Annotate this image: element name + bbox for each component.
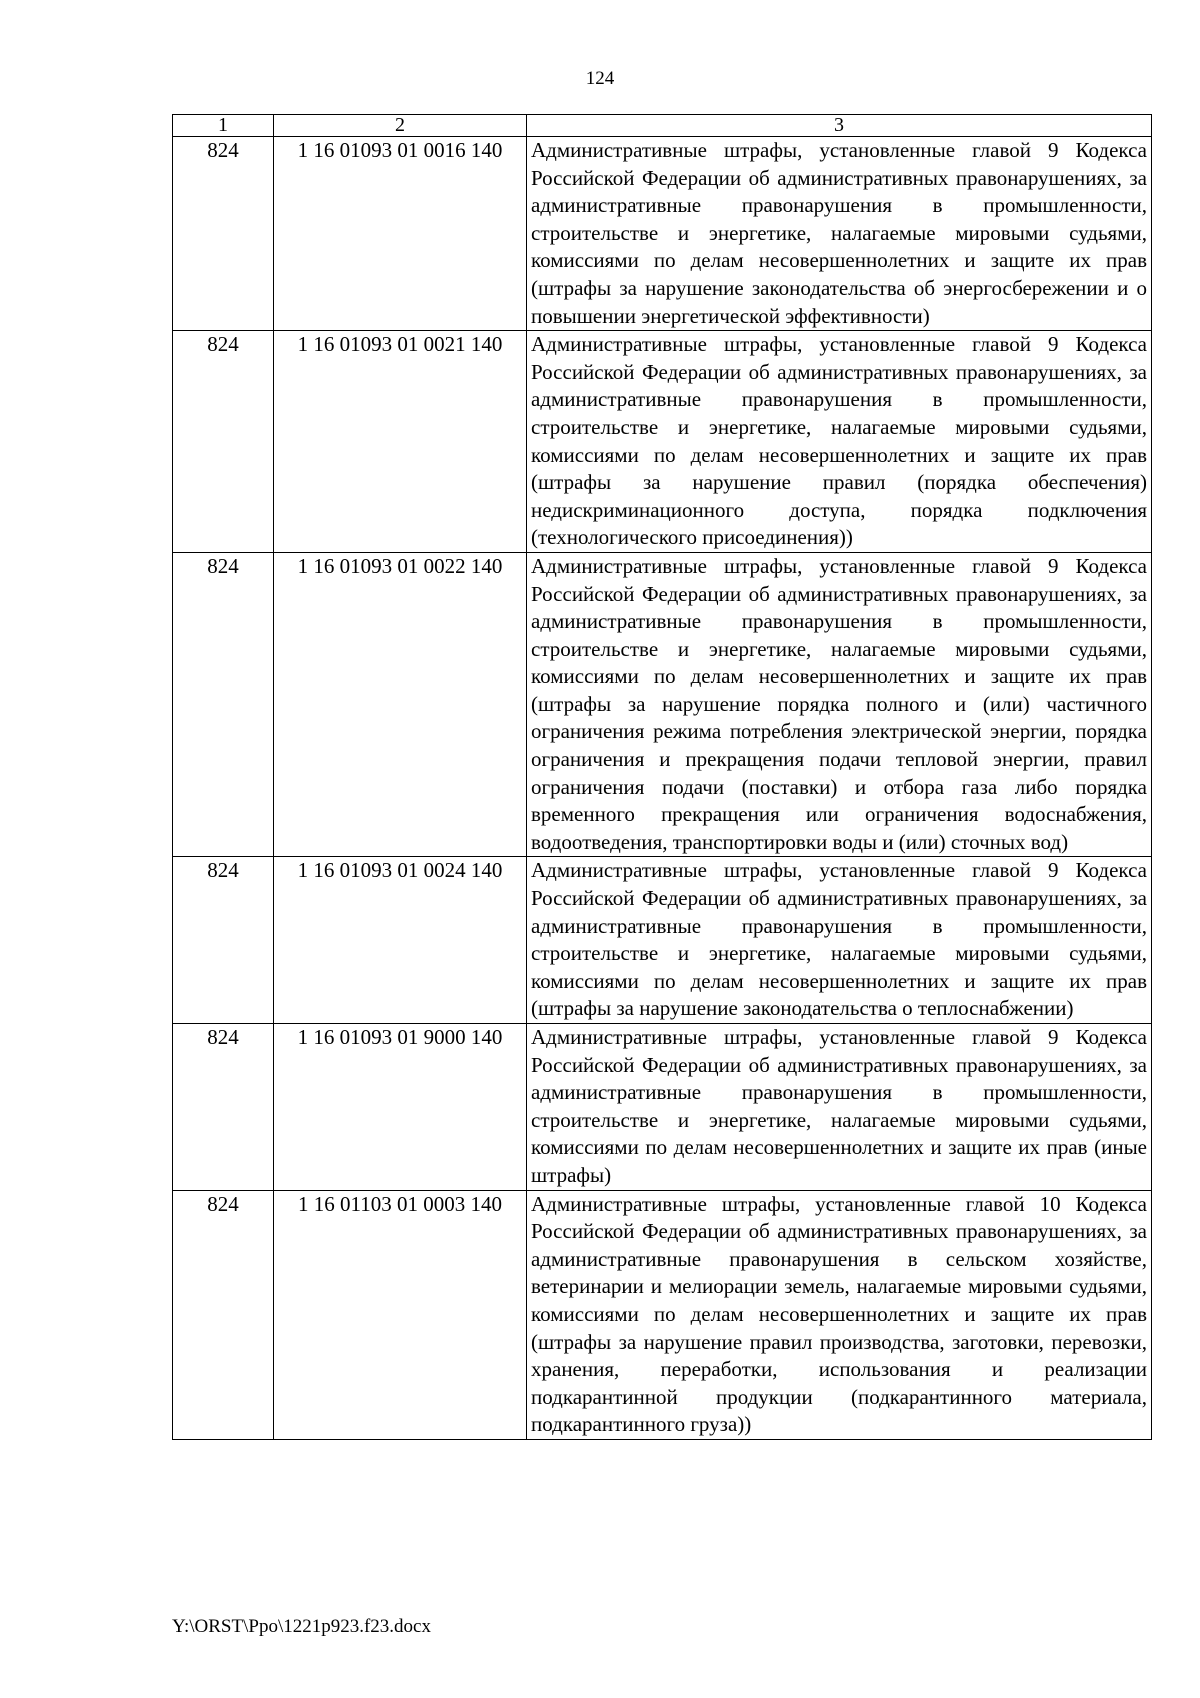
column-number-1: 1 (173, 115, 274, 137)
admin-code-cell: 824 (173, 137, 274, 331)
revenue-code-cell: 1 16 01093 01 0021 140 (274, 331, 527, 553)
column-number-3: 3 (527, 115, 1152, 137)
table-row (173, 1190, 1152, 1439)
revenue-code-cell: 1 16 01093 01 0022 140 (274, 552, 527, 857)
revenue-name-cell: Административные штрафы, установленные главой 10 Кодекса Российской Федерации об административных правонарушениях, за административные правонарушения в сельском хозяйстве, ветеринарии и мелиорации земель, налагаемые мировыми судьями, комиссиями по делам несовершеннолетних и защите их прав (штрафы за нарушение правил производства, заготовки, перевозки, хранения, переработки, использования и реализации подкарантинной продукции (подкарантинного материала, подкарантинного груза)) (527, 1190, 1152, 1439)
admin-code-cell: 824 (173, 1024, 274, 1191)
revenue-code-cell: 1 16 01093 01 0016 140 (274, 137, 527, 331)
footer-file-path: Y:\ORST\Ppo\1221p923.f23.docx (172, 1616, 431, 1637)
revenue-name-cell: Административные штрафы, установленные главой 9 Кодекса Российской Федерации об административных правонарушениях, за административные правонарушения в промышленности, строительстве и энергетике, налагаемые мировыми судьями, комиссиями по делам несовершеннолетних и защите их прав (штрафы за нарушение правил (порядка обеспечения) недискриминационного доступа, порядка подключения (технологического присоединения)) (527, 331, 1152, 553)
revenue-codes-table (172, 114, 1152, 1440)
admin-code-cell: 824 (173, 331, 274, 553)
table-row (173, 1024, 1152, 1191)
admin-code-cell: 824 (173, 1190, 274, 1439)
admin-code-cell: 824 (173, 552, 274, 857)
table-row (173, 857, 1152, 1024)
table-row (173, 331, 1152, 553)
admin-code-cell: 824 (173, 857, 274, 1024)
revenue-name-cell: Административные штрафы, установленные главой 9 Кодекса Российской Федерации об административных правонарушениях, за административные правонарушения в промышленности, строительстве и энергетике, налагаемые мировыми судьями, комиссиями по делам несовершеннолетних и защите их прав (штрафы за нарушение порядка полного и (или) частичного ограничения режима потребления электрической энергии, порядка ограничения и прекращения подачи тепловой энергии, правил ограничения подачи (поставки) и отбора газа либо порядка временного прекращения или ограничения водоснабжения, водоотведения, транспортировки воды и (или) сточных вод) (527, 552, 1152, 857)
revenue-code-cell: 1 16 01093 01 9000 140 (274, 1024, 527, 1191)
page-number: 124 (585, 68, 615, 89)
column-number-2: 2 (274, 115, 527, 137)
revenue-name-cell: Административные штрафы, установленные главой 9 Кодекса Российской Федерации об административных правонарушениях, за административные правонарушения в промышленности, строительстве и энергетике, налагаемые мировыми судьями, комиссиями по делам несовершеннолетних и защите их прав (штрафы за нарушение законодательства о теплоснабжении) (527, 857, 1152, 1024)
revenue-code-cell: 1 16 01103 01 0003 140 (274, 1190, 527, 1439)
table-header-row (173, 115, 1152, 137)
table-row (173, 137, 1152, 331)
revenue-name-cell: Административные штрафы, установленные главой 9 Кодекса Российской Федерации об административных правонарушениях, за административные правонарушения в промышленности, строительстве и энергетике, налагаемые мировыми судьями, комиссиями по делам несовершеннолетних и защите их прав (иные штрафы) (527, 1024, 1152, 1191)
revenue-name-cell: Административные штрафы, установленные главой 9 Кодекса Российской Федерации об административных правонарушениях, за административные правонарушения в промышленности, строительстве и энергетике, налагаемые мировыми судьями, комиссиями по делам несовершеннолетних и защите их прав (штрафы за нарушение законодательства об энергосбережении и о повышении энергетической эффективности) (527, 137, 1152, 331)
revenue-code-cell: 1 16 01093 01 0024 140 (274, 857, 527, 1024)
table-row (173, 552, 1152, 857)
